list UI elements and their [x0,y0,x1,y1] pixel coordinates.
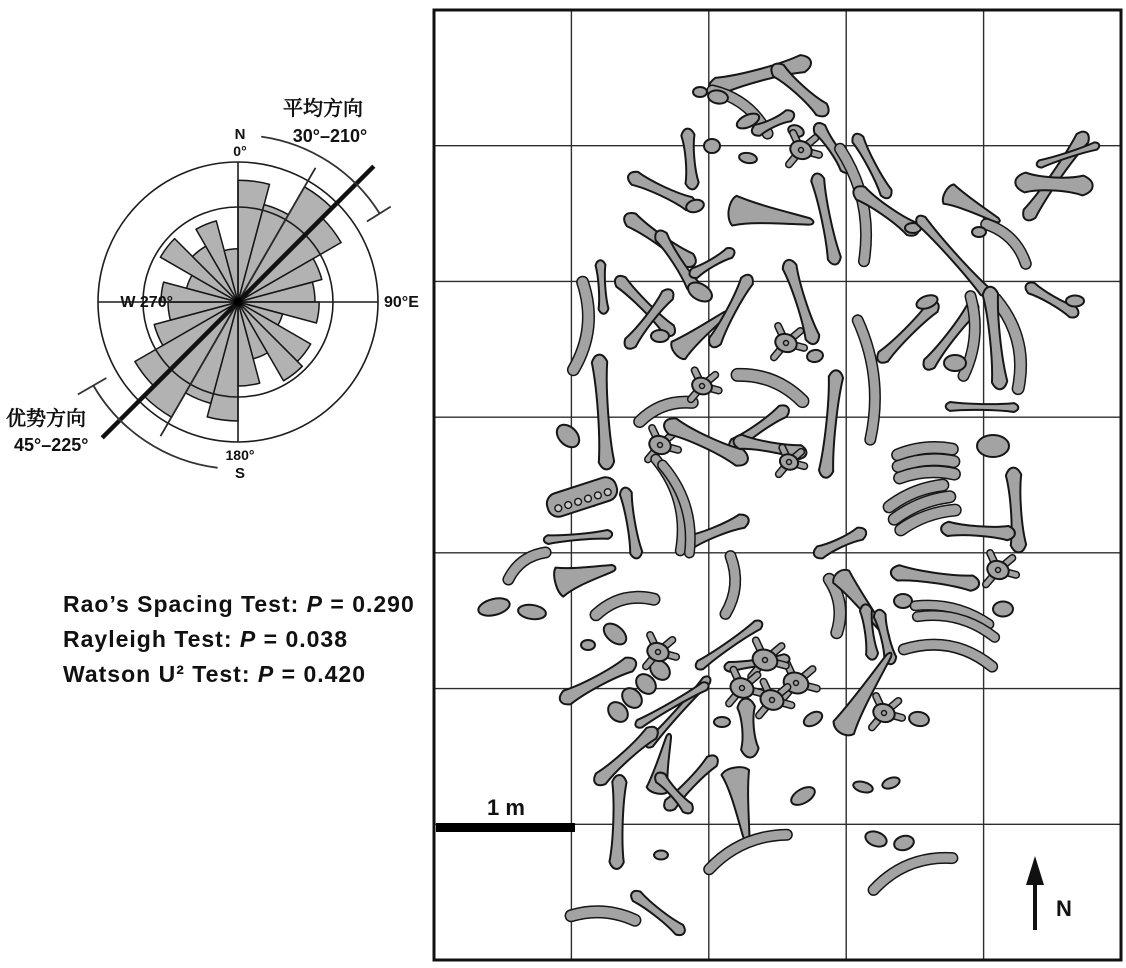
bone-jaw [544,474,620,519]
rose-diagram [6,96,419,482]
dominant-direction-label: 优势方向 [6,408,86,430]
bone-rib [858,319,880,439]
stat-line-rayleigh [63,626,348,652]
mean-direction-range: 30°–210° [292,126,368,146]
bone-long [591,354,614,470]
bone-long [890,564,980,592]
bone-blob [801,709,824,729]
dominant-direction-range: 45°–225° [14,435,89,455]
bone-blob [972,227,986,237]
stat-rao-label: Rao’s Spacing Test: [63,591,307,617]
bone-blob [693,87,707,97]
bone-blob [894,594,912,608]
bone-blob [788,783,818,808]
statistics-block [63,591,415,687]
bone-long [619,487,643,560]
bone-blob [852,780,874,795]
bone-rib [904,638,995,667]
bone-blob [517,603,547,621]
bone-long [737,698,760,758]
bone-long [681,128,699,190]
dominant-annotation-tick [78,378,107,395]
bone-vert [690,370,719,399]
bone-flat [830,646,900,739]
stat-rayleigh-p: P [239,626,257,652]
bone-blob [806,349,824,364]
bone-blob [704,139,720,153]
rose-label-south: S [234,465,246,482]
rose-label-0deg: 0° [233,143,247,159]
bone-flat [727,195,816,237]
bone-rib [870,849,953,890]
bone-rib [725,556,737,614]
bone-rib [898,458,954,467]
bone-blob [863,829,888,850]
bone-blob [477,595,512,618]
rose-label-east: 90°E [384,294,419,311]
bone-vert [645,635,676,666]
north-arrow-head-icon [1026,856,1044,885]
bone-rib [573,282,592,371]
bone-long [628,888,687,938]
bone-rib [571,910,635,920]
rose-label-north: N [234,126,246,143]
bone-long [811,525,868,561]
bone-vert [985,553,1016,584]
scale-bar [436,795,575,832]
north-arrow [1026,856,1072,930]
bone-blob [714,717,730,727]
bone-long [543,530,612,545]
mean-annotation-tick [367,207,391,222]
stat-watson-p: P [257,661,275,687]
stat-line-watson [63,661,366,687]
bone-vert [773,326,804,357]
stat-rayleigh-value: = 0.038 [256,626,349,652]
bone-long [595,260,609,314]
bone-long [946,402,1019,412]
stat-rao-p: P [306,591,323,617]
bone-blob [908,710,930,727]
bone-blob [893,834,916,853]
bone-blob [651,330,669,342]
bone-long [810,172,842,266]
bone-blob [977,435,1009,457]
bones-layer [477,53,1101,938]
bone-blob [881,775,901,791]
bone-flat [552,553,620,598]
bone-map [434,10,1121,960]
stat-line-rao [63,591,415,617]
stat-watson-label: Watson U² Test: [63,661,258,687]
bone-blob [600,620,630,649]
bone-long [941,521,1016,540]
bone-rib [899,470,954,478]
bone-blob [581,640,595,650]
bone-rib [897,445,952,455]
stat-rayleigh-label: Rayleigh Test: [63,626,240,652]
bone-blob [738,152,757,165]
rose-center-dot [234,298,243,307]
bone-vert [788,133,819,164]
bone-long [609,775,627,869]
bone-blob [993,602,1013,617]
rose-label-180deg: 180° [225,447,255,463]
bone-long [706,272,756,350]
bone-vert [871,696,902,727]
bone-rib [986,219,1031,264]
bone-blob [552,420,583,451]
bone-blob [1066,296,1084,307]
bone-rib [738,368,806,401]
rose-label-west: W 270° [120,294,173,311]
scale-bar-rect [436,823,575,832]
north-arrow-label: N [1056,896,1072,921]
mean-direction-label: 平均方向 [283,98,363,120]
stat-rao-value: = 0.290 [323,591,415,617]
bone-blob [654,851,668,860]
bone-flat [721,765,761,843]
bone-rib [594,592,654,615]
bone-long [818,370,844,479]
stat-watson-value: = 0.420 [274,661,367,687]
scale-bar-label: 1 m [487,795,525,820]
bone-blob [944,355,966,371]
